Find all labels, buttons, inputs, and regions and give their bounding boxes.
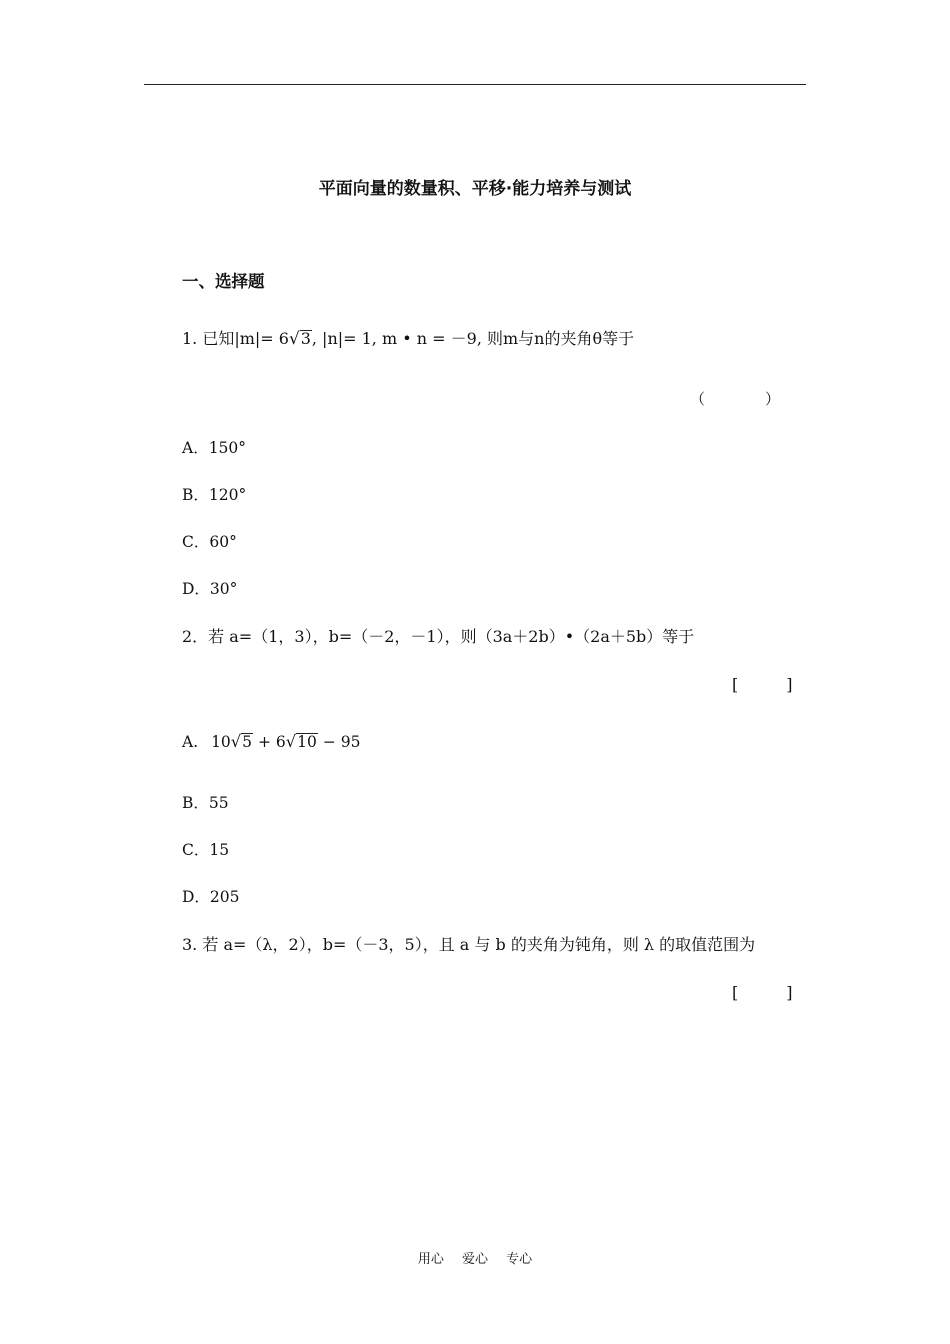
question-1-suffix: , |n|= 1, m • n = －9, 则m与n的夹角θ等于: [311, 329, 635, 348]
question-1-option-b: B．120°: [182, 486, 247, 504]
option-a-root-2: 10: [297, 733, 317, 751]
question-1-root: 3: [300, 329, 311, 348]
option-a-coef-1: 10: [211, 733, 231, 751]
option-a-label: A.: [182, 733, 199, 751]
footer-word-2: 爱心: [461, 1252, 488, 1267]
footer-word-1: 用心: [417, 1252, 444, 1267]
question-1-option-d: D．30°: [182, 580, 238, 598]
question-2-option-c: C．15: [182, 841, 230, 859]
question-1-prefix: 1. 已知|m|= 6: [182, 329, 289, 348]
question-2-option-a: [182, 732, 360, 751]
question-3: 3. 若 a=（λ，2），b=（－3，5），且 a 与 b 的夹角为钝角，则 λ 的取值范围为: [182, 935, 756, 954]
sqrt-icon: √: [288, 328, 300, 348]
footer-word-3: 专心: [506, 1252, 533, 1267]
sqrt-icon: √: [285, 732, 297, 751]
question-1-answer-blank: （ ）: [690, 390, 781, 408]
option-a-coef-2: + 6: [257, 733, 286, 751]
question-2-option-d: D．205: [182, 888, 240, 906]
page-footer: [0, 1248, 950, 1267]
section-heading: 一、选择题: [182, 272, 265, 291]
question-2-option-b: B．55: [182, 794, 229, 812]
option-a-root-1: 5: [242, 733, 253, 751]
question-3-answer-blank: [ ]: [732, 983, 793, 1002]
question-1-option-a: A．150°: [182, 439, 247, 457]
sqrt-icon: √: [230, 732, 242, 751]
option-a-tail: − 95: [322, 733, 361, 751]
header-rule: [144, 84, 806, 85]
question-1: [182, 326, 634, 349]
question-2: 2．若 a=（1，3），b=（－2，－1），则（3a＋2b）•（2a＋5b）等于: [182, 627, 695, 646]
question-2-answer-blank: [ ]: [732, 675, 793, 694]
question-1-option-c: C．60°: [182, 533, 237, 551]
page-title: 平面向量的数量积、平移·能力培养与测试: [318, 179, 632, 199]
